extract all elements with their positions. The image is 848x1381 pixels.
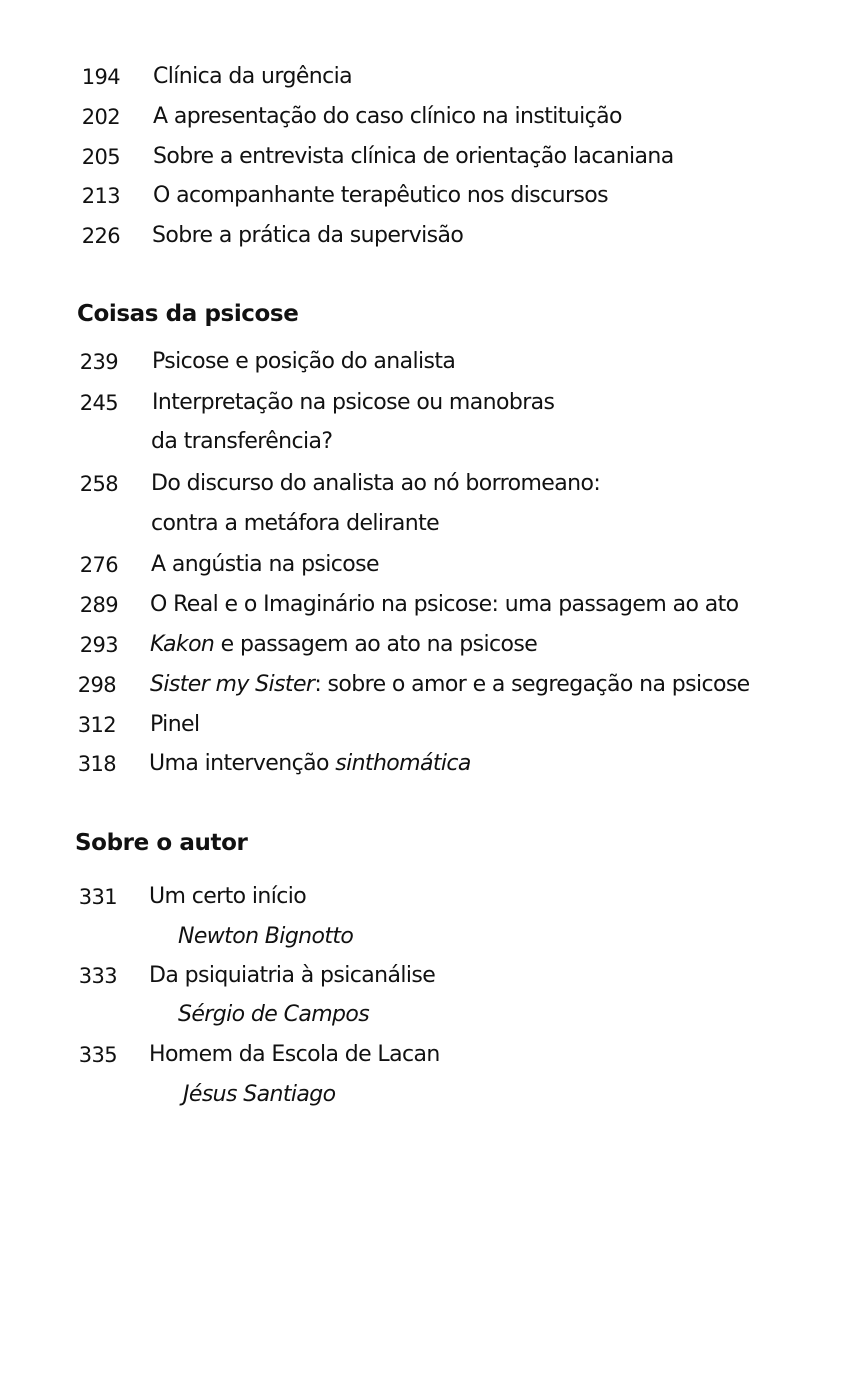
toc-entry [0,140,848,174]
toc-page-number: 202 [81,105,120,129]
toc-entry-title [150,668,750,702]
toc-entry-title: Pinel [150,712,200,737]
toc-page-number: 226 [81,224,120,248]
toc-entry-title: Homem da Escola de Lacan [149,1042,440,1067]
toc-entry-title: O acompanhante terapêutico nos discursos [153,183,608,208]
toc-entry-title-italic: Sister my Sister [150,672,315,697]
toc-entry [0,708,848,742]
toc-entry-title: Um certo início [149,884,307,909]
section-heading: Sobre o autor [75,830,248,856]
toc-page-number: 333 [78,964,117,988]
toc-entry-title: Sobre a entrevista clínica de orientação lacaniana [153,144,674,169]
toc-entry-author-row [0,998,848,1032]
toc-entry [0,467,848,501]
toc-entry [0,100,848,134]
toc-entry-title-plain: Uma intervenção [149,751,336,776]
toc-entry [0,959,848,993]
toc-entry [0,179,848,213]
toc-entry-author: Newton Bignotto [178,924,354,949]
toc-page-number: 293 [79,633,118,657]
toc-entry [0,219,848,253]
toc-page-number: 298 [77,673,116,697]
toc-page-number: 258 [79,472,118,496]
toc-entry [0,345,848,379]
toc-entry-title-line2: contra a metáfora delirante [151,511,440,536]
toc-page-number: 245 [79,391,118,415]
toc-entry-author-row [0,920,848,954]
toc-entry [0,668,848,702]
toc-entry-title-rest: e passagem ao ato na psicose [214,632,538,657]
toc-entry-continuation [0,507,848,541]
toc-entry-title: Do discurso do analista ao nó borromeano: [151,471,601,496]
toc-entry-title-italic: sinthomática [335,751,471,776]
toc-entry-author: Jésus Santiago [183,1082,336,1107]
toc-page-number: 335 [78,1043,117,1067]
toc-page-number: 213 [81,184,120,208]
toc-entry [0,386,848,420]
toc-entry-title [150,628,537,662]
section-heading: Coisas da psicose [77,301,299,327]
toc-entry-title: Da psiquiatria à psicanálise [149,963,436,988]
toc-entry-title: Clínica da urgência [153,64,352,89]
toc-entry-title: O Real e o Imaginário na psicose: uma passagem ao ato [150,592,739,617]
toc-entry-continuation [0,425,848,459]
toc-page-number: 276 [79,553,118,577]
toc-page-number: 318 [77,752,116,776]
toc-page-number: 205 [81,145,120,169]
toc-entry-title-line2: da transferência? [151,429,333,454]
toc-page-number: 331 [78,885,117,909]
toc-entry-title: A angústia na psicose [151,552,379,577]
toc-entry [0,628,848,662]
toc-entry-title: Psicose e posição do analista [152,349,456,374]
toc-entry [0,548,848,582]
toc-page-number: 194 [81,65,120,89]
toc-entry-title-rest: : sobre o amor e a segregação na psicose [314,672,750,697]
toc-entry [0,1038,848,1072]
toc-page-number: 239 [79,350,118,374]
toc-page-number: 312 [77,713,116,737]
toc-entry-title: A apresentação do caso clínico na instituição [153,104,622,129]
toc-entry-author: Sérgio de Campos [178,1002,370,1027]
toc-entry [0,880,848,914]
toc-entry-title [149,747,471,781]
toc-entry-title: Interpretação na psicose ou manobras [152,390,555,415]
toc-entry-title-italic: Kakon [150,632,215,657]
toc-entry [0,588,848,622]
toc-entry [0,747,848,781]
toc-entry-author-row [0,1078,848,1112]
toc-page-number: 289 [79,593,118,617]
toc-entry [0,60,848,94]
toc-entry-title: Sobre a prática da supervisão [152,223,464,248]
